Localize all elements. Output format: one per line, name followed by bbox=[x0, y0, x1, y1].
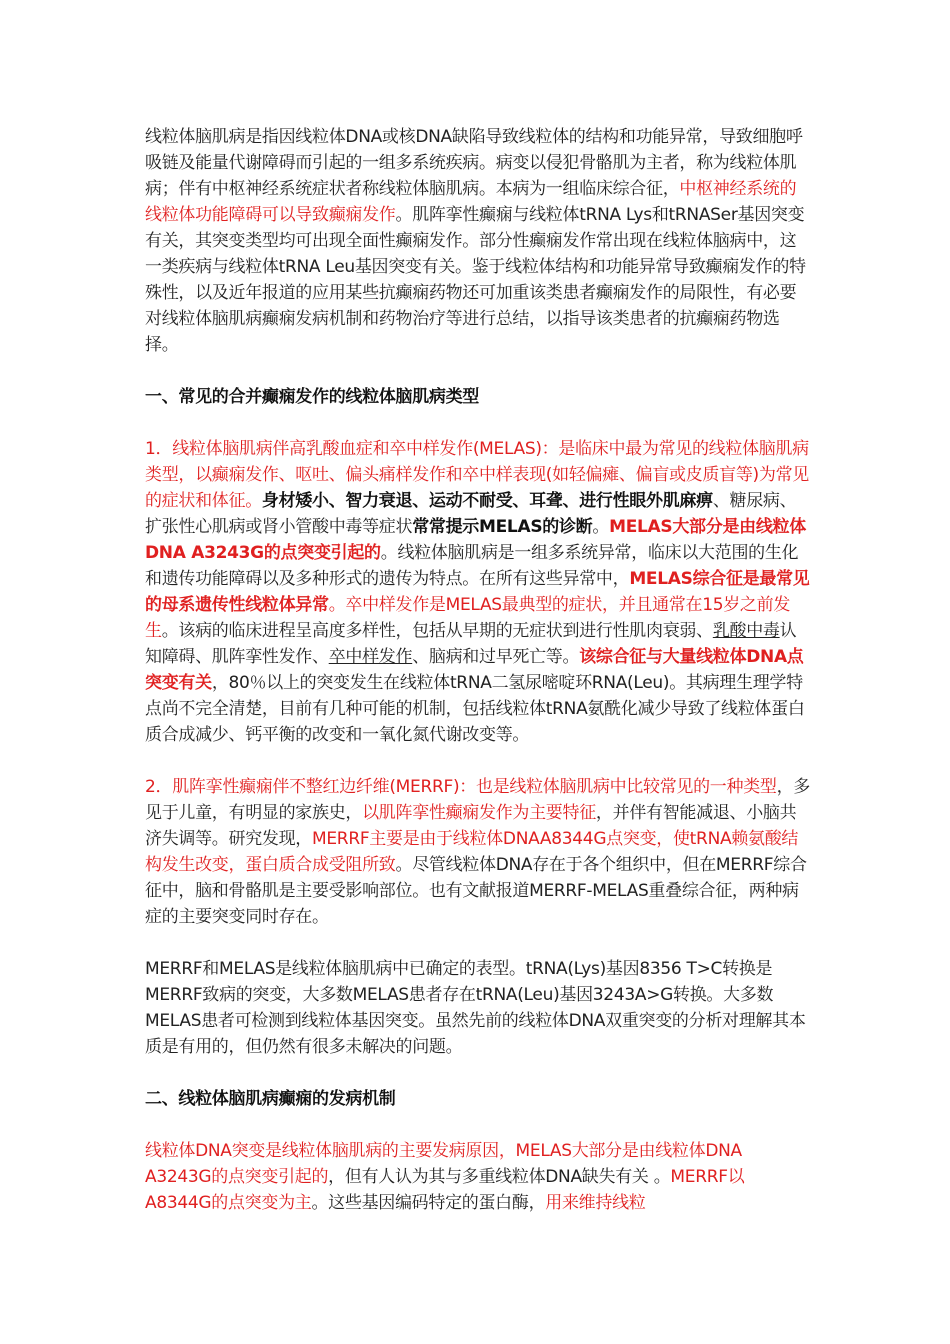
mechanism-highlight: 线粒体DNA突变是线粒体脑肌病的主要发病原因，MELAS大部分是由线粒体DNA A3243G的点突变引起的 bbox=[145, 1141, 742, 1187]
intro-text: 线粒体脑肌病是指因线粒体DNA或核DNA缺陷导致线粒体的结构和功能异常，导致细胞呼吸链及能量代谢障碍而引起的一组多系统疾病。病变以侵犯骨骼肌为主者，称为线粒体肌病；伴有中枢神经系统症状者称线粒体脑肌病。本病为一组临床综合征， bbox=[145, 127, 803, 199]
melas-bold-red: MELAS大部分是由线粒体DNA A3243G的点突变引起的 bbox=[145, 517, 806, 563]
merrf-text: ，并伴有智能减退、小脑共济失调等。研究发现， bbox=[145, 803, 797, 849]
mechanism-paragraph bbox=[145, 1138, 810, 1216]
melas-text: 、脑病和过早死亡等。 bbox=[412, 647, 580, 667]
melas-text: ，80％以上的突变发生在线粒体tRNA二氢尿嘧啶环RNA(Leu)。其病理生理学特点尚不完全清楚，目前有几种可能的机制，包括线粒体tRNA氨酰化减少导致了线粒体蛋白质合成减少、钙平衡的改变和一氧化氮代谢改变等。 bbox=[145, 673, 805, 745]
melas-bold-diagnosis: 常常提示MELAS的诊断 bbox=[412, 517, 593, 537]
melas-text: 。线粒体脑肌病是一组多系统异常，临床以大范围的生化和遗传功能障碍以及多种形式的遗传为特点。在所有这些异常中， bbox=[145, 543, 799, 589]
merrf-definition: 2．肌阵挛性癫痫伴不整红边纤维(MERRF)：也是线粒体脑肌病中比较常见的一种类型 bbox=[145, 777, 777, 797]
melas-text: 。 bbox=[592, 517, 610, 537]
merrf-highlight: MERRF主要是由于线粒体DNAA8344G点突变，使tRNA赖氨酸结构发生改变，蛋白质合成受阻所致 bbox=[145, 829, 799, 875]
melas-text: 。该病的临床进程呈高度多样性，包括从早期的无症状到进行性肌肉衰弱、 bbox=[161, 621, 713, 641]
document-page bbox=[145, 124, 810, 1216]
mechanism-text: ，但有人认为其与多重线粒体DNA缺失有关 。 bbox=[328, 1167, 671, 1187]
section-heading-2: 二、线粒体脑肌病癫痫的发病机制 bbox=[145, 1089, 396, 1109]
melas-definition: 1．线粒体脑肌病伴高乳酸血症和卒中样发作(MELAS)：是临床中最为常见的线粒体脑肌病类型，以癫痫发作、呕吐、偏头痛样发作和卒中样表现(如轻偏瘫、偏盲或皮质盲等)为常见的症状和体征。 bbox=[145, 439, 809, 511]
section-heading-1: 一、常见的合并癫痫发作的线粒体脑肌病类型 bbox=[145, 387, 479, 407]
intro-paragraph bbox=[145, 124, 810, 358]
merrf-paragraph bbox=[145, 774, 810, 930]
melas-underlined: 卒中样发作 bbox=[328, 647, 413, 667]
melas-bold-red: MELAS综合征是最常见的母系遗传性线粒体异常 bbox=[145, 569, 810, 615]
merrf-highlight: 以肌阵挛性癫痫发作为主要特征 bbox=[362, 803, 596, 823]
melas-bold-symptoms: 身材矮小、智力衰退、运动不耐受、耳聋、进行性眼外肌麻痹 bbox=[261, 491, 713, 511]
melas-paragraph bbox=[145, 436, 810, 748]
intro-highlight: 中枢神经系统的线粒体功能障碍可以导致癫痫发作 bbox=[145, 179, 797, 225]
mechanism-highlight: 用来维持线粒 bbox=[545, 1193, 646, 1213]
melas-bold-red: 该综合征与大量线粒体DNA点突变有关 bbox=[145, 647, 804, 693]
melas-text: 认知障碍、肌阵挛性发作、 bbox=[145, 621, 797, 667]
merrf-text: ，多见于儿童，有明显的家族史， bbox=[145, 777, 810, 823]
phenotypes-paragraph: MERRF和MELAS是线粒体脑肌病中已确定的表型。tRNA(Lys)基因8356 T>C转换是MERRF致病的突变，大多数MELAS患者存在tRNA(Leu)基因3243A>G转换。大多数MELAS患者可检测到线粒体基因突变。虽然先前的线粒体DNA双重突变的分析对理解其本质是有用的，但仍然有很多未解决的问题。 bbox=[145, 959, 806, 1057]
melas-text: 、糖尿病、扩张性心肌病或肾小管酸中毒等症状 bbox=[145, 491, 797, 537]
mechanism-text: 。这些基因编码特定的蛋白酶， bbox=[311, 1193, 546, 1213]
intro-text: 。肌阵挛性癫痫与线粒体tRNA Lys和tRNASer基因突变有关，其突变类型均可出现全面性癫痫发作。部分性癫痫发作常出现在线粒体脑病中，这一类疾病与线粒体tRNA Leu基因突变有关。鉴于线粒体结构和功能异常导致癫痫发作的特殊性，以及近年报道的应用某些抗癫痫药物还可加重该类患者癫痫发作的局限性，有必要对线粒体脑肌病癫痫发病机制和药物治疗等进行总结，以指导该类患者的抗癫痫药物选择。 bbox=[145, 205, 806, 355]
melas-underlined: 乳酸中毒 bbox=[712, 621, 780, 641]
merrf-text: 。尽管线粒体DNA存在于各个组织中，但在MERRF综合征中，脑和骨骼肌是主要受影响部位。也有文献报道MERRF-MELAS重叠综合征，两种病症的主要突变同时存在。 bbox=[145, 855, 807, 927]
mechanism-highlight: MERRF以A8344G的点突变为主 bbox=[145, 1167, 745, 1213]
melas-highlight: 。卒中样发作是MELAS最典型的症状，并且通常在15岁之前发生 bbox=[145, 595, 791, 641]
